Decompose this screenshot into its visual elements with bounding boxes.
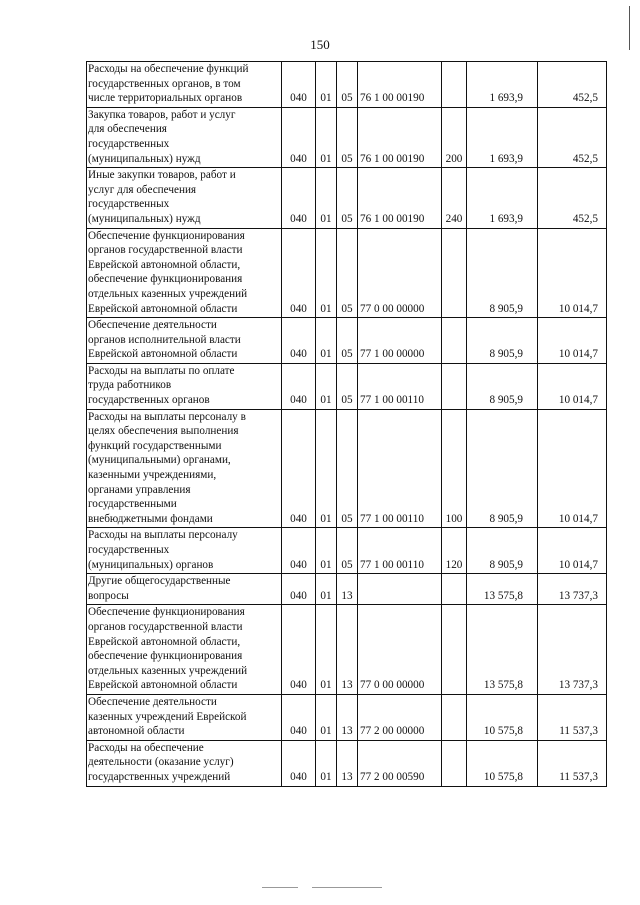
description-line: Иные закупки товаров, работ и bbox=[88, 169, 236, 182]
description-line: Другие общегосударственные bbox=[88, 575, 231, 588]
subsection-code-cell: 13 bbox=[337, 694, 358, 740]
description-line: (муниципальных) органов bbox=[88, 558, 214, 571]
description-line: Еврейской автономной области, bbox=[88, 635, 241, 648]
description-line: государственных учреждений bbox=[88, 770, 231, 783]
target-article-cell: 76 1 00 00190 bbox=[358, 168, 442, 228]
amount-year2-cell: 11 537,3 bbox=[538, 740, 607, 786]
expense-type-cell bbox=[442, 740, 467, 786]
description-line: казенных учреждений Еврейской bbox=[88, 710, 247, 723]
admin-code-cell: 040 bbox=[282, 605, 316, 695]
admin-code-cell: 040 bbox=[282, 574, 316, 605]
description-line: деятельности (оказание услуг) bbox=[88, 756, 234, 769]
amount-year1-cell: 1 693,9 bbox=[467, 107, 538, 167]
admin-code-cell: 040 bbox=[282, 694, 316, 740]
description-line: вопросы bbox=[88, 589, 129, 602]
description-line: органов государственной власти bbox=[88, 244, 243, 257]
admin-code-cell: 040 bbox=[282, 228, 316, 318]
amount-year2-cell: 452,5 bbox=[538, 62, 607, 108]
description-cell bbox=[87, 318, 282, 364]
scan-artifact-line bbox=[312, 887, 382, 888]
amount-year2-cell: 11 537,3 bbox=[538, 694, 607, 740]
description-line: государственных органов, в том bbox=[88, 77, 241, 90]
description-line: органов государственной власти bbox=[88, 620, 243, 633]
amount-year1-cell: 13 575,8 bbox=[467, 574, 538, 605]
description-line: Еврейской автономной области bbox=[88, 348, 238, 361]
target-article-cell: 76 1 00 00190 bbox=[358, 62, 442, 108]
target-article-cell: 77 1 00 00110 bbox=[358, 363, 442, 409]
budget-table-body bbox=[87, 62, 607, 787]
amount-year2-cell: 10 014,7 bbox=[538, 528, 607, 574]
description-line: Расходы на обеспечение bbox=[88, 741, 204, 754]
description-line: числе территориальных органов bbox=[88, 92, 243, 105]
admin-code-cell: 040 bbox=[282, 528, 316, 574]
admin-code-cell: 040 bbox=[282, 740, 316, 786]
table-row bbox=[87, 168, 607, 228]
description-line: Еврейской автономной области bbox=[88, 679, 238, 692]
description-line: для обеспечения bbox=[88, 123, 167, 136]
admin-code-cell: 040 bbox=[282, 107, 316, 167]
amount-year2-cell: 10 014,7 bbox=[538, 363, 607, 409]
description-line: Расходы на выплаты персоналу в bbox=[88, 410, 246, 423]
admin-code-cell: 040 bbox=[282, 168, 316, 228]
description-line: автономной области bbox=[88, 725, 185, 738]
amount-year2-cell: 10 014,7 bbox=[538, 228, 607, 318]
amount-year2-cell: 13 737,3 bbox=[538, 605, 607, 695]
description-cell bbox=[87, 62, 282, 108]
section-code-cell: 01 bbox=[316, 363, 337, 409]
scan-edge-line bbox=[629, 6, 630, 50]
description-line: Закупка товаров, работ и услуг bbox=[88, 108, 236, 121]
subsection-code-cell: 05 bbox=[337, 62, 358, 108]
subsection-code-cell: 13 bbox=[337, 574, 358, 605]
target-article-cell bbox=[358, 574, 442, 605]
description-cell bbox=[87, 409, 282, 528]
section-code-cell: 01 bbox=[316, 574, 337, 605]
description-line: (муниципальных) нужд bbox=[88, 212, 201, 225]
expense-type-cell bbox=[442, 694, 467, 740]
description-line: труда работников bbox=[88, 379, 172, 392]
description-line: внебюджетными фондами bbox=[88, 512, 213, 525]
description-line: государственных органов bbox=[88, 394, 210, 407]
description-line: Еврейской автономной области, bbox=[88, 258, 241, 271]
section-code-cell: 01 bbox=[316, 605, 337, 695]
table-row bbox=[87, 574, 607, 605]
budget-table bbox=[86, 61, 607, 787]
description-line: обеспечение функционирования bbox=[88, 650, 243, 663]
expense-type-cell: 100 bbox=[442, 409, 467, 528]
expense-type-cell bbox=[442, 228, 467, 318]
description-cell bbox=[87, 528, 282, 574]
description-cell bbox=[87, 107, 282, 167]
description-line: государственных bbox=[88, 137, 170, 150]
amount-year1-cell: 1 693,9 bbox=[467, 62, 538, 108]
subsection-code-cell: 05 bbox=[337, 318, 358, 364]
amount-year2-cell: 452,5 bbox=[538, 107, 607, 167]
description-cell bbox=[87, 574, 282, 605]
expense-type-cell bbox=[442, 62, 467, 108]
target-article-cell: 76 1 00 00190 bbox=[358, 107, 442, 167]
section-code-cell: 01 bbox=[316, 528, 337, 574]
subsection-code-cell: 13 bbox=[337, 740, 358, 786]
amount-year1-cell: 8 905,9 bbox=[467, 363, 538, 409]
description-line: Обеспечение деятельности bbox=[88, 319, 217, 332]
amount-year1-cell: 8 905,9 bbox=[467, 409, 538, 528]
description-line: функций государственными bbox=[88, 439, 222, 452]
description-line: отдельных казенных учреждений bbox=[88, 664, 248, 677]
description-line: обеспечение функционирования bbox=[88, 273, 243, 286]
description-line: (муниципальных) нужд bbox=[88, 152, 201, 165]
section-code-cell: 01 bbox=[316, 62, 337, 108]
target-article-cell: 77 1 00 00110 bbox=[358, 409, 442, 528]
amount-year1-cell: 8 905,9 bbox=[467, 318, 538, 364]
description-line: целях обеспечения выполнения bbox=[88, 425, 239, 438]
description-line: Расходы на выплаты персоналу bbox=[88, 529, 238, 542]
expense-type-cell bbox=[442, 318, 467, 364]
amount-year1-cell: 8 905,9 bbox=[467, 528, 538, 574]
description-line: (муниципальными) органами, bbox=[88, 454, 231, 467]
description-line: Расходы на выплаты по оплате bbox=[88, 364, 235, 377]
target-article-cell: 77 1 00 00110 bbox=[358, 528, 442, 574]
subsection-code-cell: 05 bbox=[337, 107, 358, 167]
description-line: Обеспечение функционирования bbox=[88, 229, 245, 242]
description-line: органов исполнительной власти bbox=[88, 333, 241, 346]
description-cell bbox=[87, 605, 282, 695]
description-line: Обеспечение функционирования bbox=[88, 606, 245, 619]
table-row bbox=[87, 62, 607, 108]
target-article-cell: 77 0 00 00000 bbox=[358, 228, 442, 318]
expense-type-cell bbox=[442, 363, 467, 409]
section-code-cell: 01 bbox=[316, 318, 337, 364]
table-row bbox=[87, 363, 607, 409]
description-line: услуг для обеспечения bbox=[88, 183, 197, 196]
expense-type-cell bbox=[442, 574, 467, 605]
amount-year1-cell: 10 575,8 bbox=[467, 694, 538, 740]
admin-code-cell: 040 bbox=[282, 62, 316, 108]
scan-artifact-line bbox=[262, 887, 298, 888]
table-row bbox=[87, 228, 607, 318]
amount-year1-cell: 8 905,9 bbox=[467, 228, 538, 318]
subsection-code-cell: 05 bbox=[337, 409, 358, 528]
expense-type-cell: 120 bbox=[442, 528, 467, 574]
table-row bbox=[87, 694, 607, 740]
table-row bbox=[87, 740, 607, 786]
section-code-cell: 01 bbox=[316, 228, 337, 318]
description-cell bbox=[87, 168, 282, 228]
description-cell bbox=[87, 228, 282, 318]
subsection-code-cell: 05 bbox=[337, 168, 358, 228]
section-code-cell: 01 bbox=[316, 409, 337, 528]
table-row bbox=[87, 605, 607, 695]
target-article-cell: 77 2 00 00000 bbox=[358, 694, 442, 740]
description-line: казенными учреждениями, bbox=[88, 469, 217, 482]
section-code-cell: 01 bbox=[316, 168, 337, 228]
description-line: Еврейской автономной области bbox=[88, 302, 238, 315]
description-line: Обеспечение деятельности bbox=[88, 695, 217, 708]
description-line: государственных bbox=[88, 544, 170, 556]
description-line: органами управления bbox=[88, 483, 191, 496]
description-line: государственными bbox=[88, 498, 177, 511]
table-row bbox=[87, 528, 607, 574]
amount-year1-cell: 1 693,9 bbox=[467, 168, 538, 228]
amount-year1-cell: 10 575,8 bbox=[467, 740, 538, 786]
admin-code-cell: 040 bbox=[282, 409, 316, 528]
description-cell bbox=[87, 363, 282, 409]
amount-year2-cell: 10 014,7 bbox=[538, 409, 607, 528]
target-article-cell: 77 1 00 00000 bbox=[358, 318, 442, 364]
table-row bbox=[87, 409, 607, 528]
admin-code-cell: 040 bbox=[282, 363, 316, 409]
section-code-cell: 01 bbox=[316, 694, 337, 740]
subsection-code-cell: 05 bbox=[337, 228, 358, 318]
subsection-code-cell: 13 bbox=[337, 605, 358, 695]
subsection-code-cell: 05 bbox=[337, 363, 358, 409]
expense-type-cell: 240 bbox=[442, 168, 467, 228]
amount-year2-cell: 452,5 bbox=[538, 168, 607, 228]
section-code-cell: 01 bbox=[316, 740, 337, 786]
section-code-cell: 01 bbox=[316, 107, 337, 167]
target-article-cell: 77 0 00 00000 bbox=[358, 605, 442, 695]
expense-type-cell bbox=[442, 605, 467, 695]
table-row bbox=[87, 107, 607, 167]
description-cell bbox=[87, 694, 282, 740]
page-number: 150 bbox=[310, 37, 330, 52]
target-article-cell: 77 2 00 00590 bbox=[358, 740, 442, 786]
description-line: Расходы на обеспечение функций bbox=[88, 63, 249, 75]
subsection-code-cell: 05 bbox=[337, 528, 358, 574]
amount-year2-cell: 10 014,7 bbox=[538, 318, 607, 364]
description-line: отдельных казенных учреждений bbox=[88, 287, 248, 300]
description-line: государственных bbox=[88, 198, 170, 211]
amount-year2-cell: 13 737,3 bbox=[538, 574, 607, 605]
table-row bbox=[87, 318, 607, 364]
admin-code-cell: 040 bbox=[282, 318, 316, 364]
description-cell bbox=[87, 740, 282, 786]
amount-year1-cell: 13 575,8 bbox=[467, 605, 538, 695]
expense-type-cell: 200 bbox=[442, 107, 467, 167]
